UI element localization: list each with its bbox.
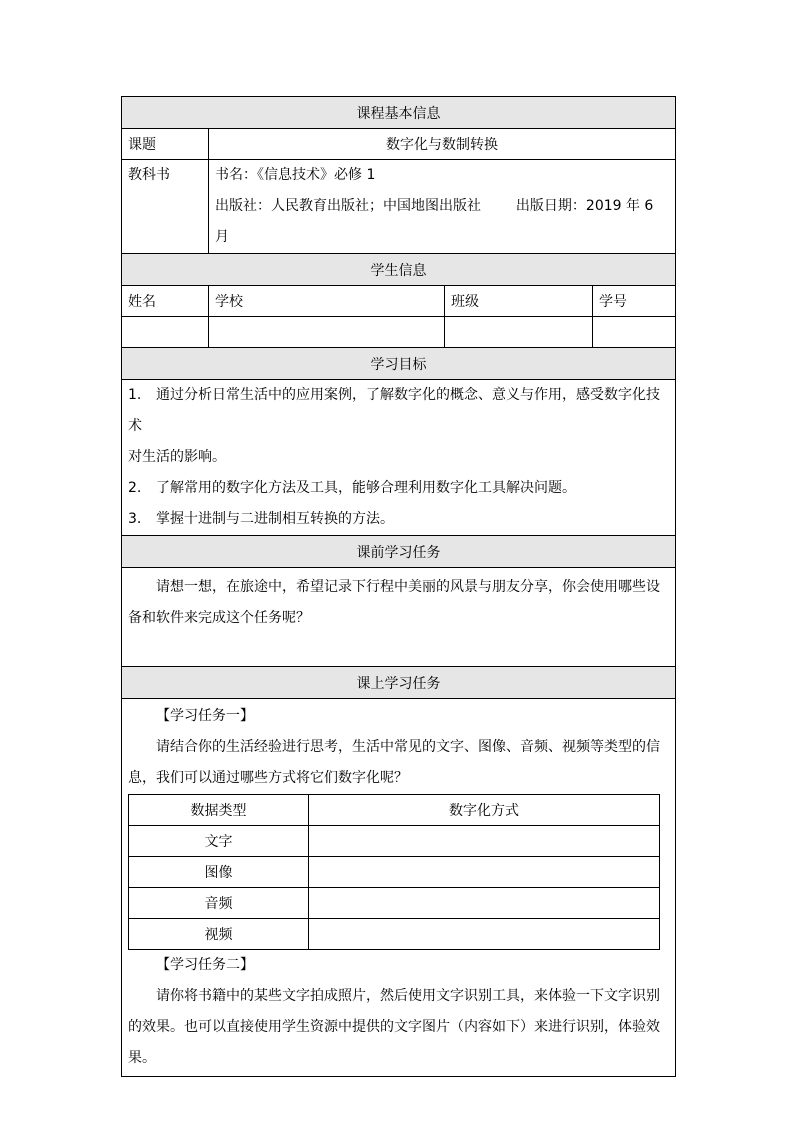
row-type-image: 图像 [129,857,309,888]
objective-item: 2. 了解常用的数字化方法及工具，能够合理利用数字化工具解决问题。 [128,480,576,496]
objectives-list [122,380,676,536]
table-row [129,888,660,919]
row-type-video: 视频 [129,919,309,950]
preclass-header: 课前学习任务 [122,536,676,568]
row-type-audio: 音频 [129,888,309,919]
textbook-details [209,160,676,254]
student-id-field[interactable] [593,317,676,348]
worksheet-table [121,96,676,1077]
school-field[interactable] [209,317,445,348]
task1-text: 请结合你的生活经验进行思考，生活中常见的文字、图像、音频、视频等类型的信息，我们可以通过哪些方式将它们数字化呢？ [128,739,660,786]
publisher-line [215,191,669,253]
book-name: 书名：《信息技术》必修 1 [215,167,376,183]
table-row [129,826,660,857]
task2-text: 请你将书籍中的某些文字拍成照片，然后使用文字识别工具，来体验一下文字识别的效果。也可以直接使用学生资源中提供的文字图片（内容如下）来进行识别，体验效果。 [128,988,660,1066]
class-field[interactable] [445,317,593,348]
course-info-header: 课程基本信息 [122,97,676,129]
preclass-task [122,568,676,667]
table-header-type: 数据类型 [129,795,309,826]
task2-title: 【学习任务二】 [156,957,254,973]
task1-title: 【学习任务一】 [156,708,254,724]
name-field[interactable] [122,317,209,348]
student-id-label: 学号 [593,286,676,317]
worksheet [121,96,675,1077]
table-row [129,919,660,950]
class-label: 班级 [445,286,593,317]
objective-item: 3. 掌握十进制与二进制相互转换的方法。 [128,511,394,527]
inclass-tasks [122,699,676,1077]
topic-label: 课题 [122,129,209,160]
inclass-header: 课上学习任务 [122,667,676,699]
table-row [129,857,660,888]
objective-item: 1. 通过分析日常生活中的应用案例，了解数字化的概念、意义与作用，感受数字化技术 [128,387,660,434]
textbook-label: 教科书 [122,160,209,254]
name-label: 姓名 [122,286,209,317]
school-label: 学校 [209,286,445,317]
objective-item: 对生活的影响。 [128,449,226,465]
answer-cell[interactable] [309,857,660,888]
answer-cell[interactable] [309,888,660,919]
digitization-table [128,794,660,950]
preclass-text: 请想一想，在旅途中，希望记录下行程中美丽的风景与朋友分享，你会使用哪些设备和软件来完成这个任务呢？ [128,579,660,626]
row-type-text: 文字 [129,826,309,857]
publisher: 出版社：人民教育出版社；中国地图出版社 [215,198,481,214]
topic-value: 数字化与数制转换 [209,129,676,160]
table-header-method: 数字化方式 [309,795,660,826]
answer-cell[interactable] [309,826,660,857]
objectives-header: 学习目标 [122,348,676,380]
student-info-header: 学生信息 [122,254,676,286]
publication-date: 出版日期：2019 年 6 月 [215,198,654,245]
answer-cell[interactable] [309,919,660,950]
